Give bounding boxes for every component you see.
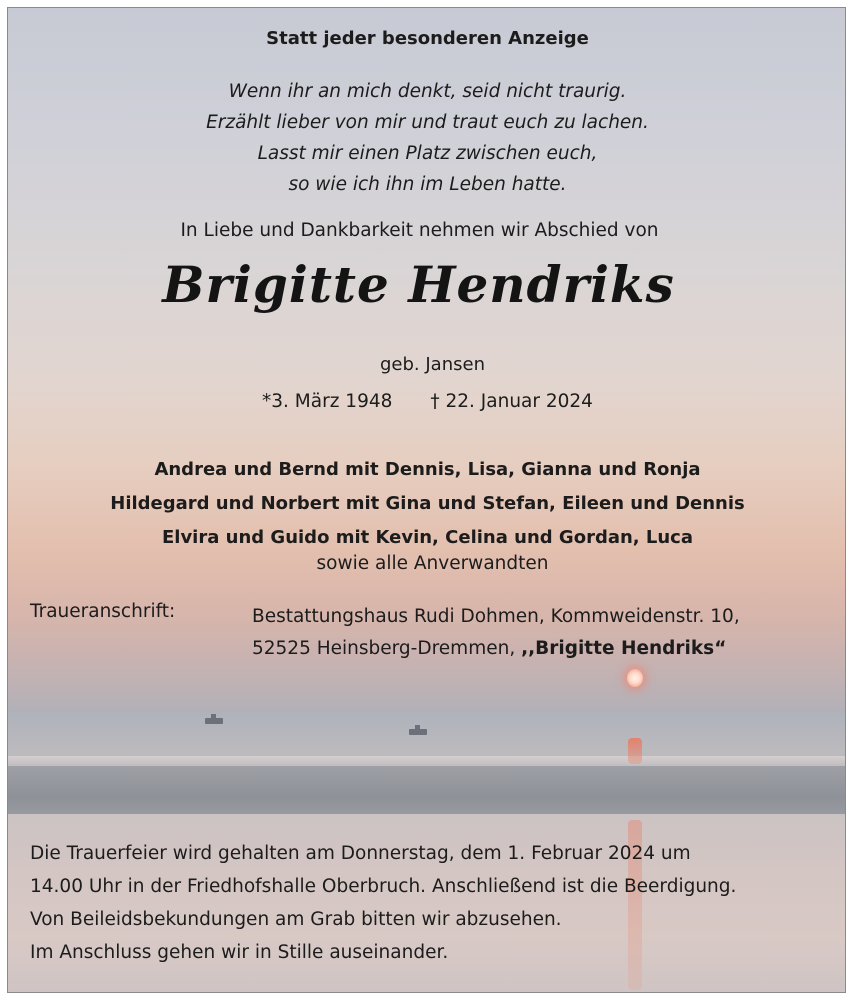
deceased-name: Brigitte Hendriks xyxy=(162,255,675,314)
mourners-list xyxy=(8,453,846,555)
service-line: 14.00 Uhr in der Friedhofshalle Oberbruch. Anschließend ist die Beerdigung. xyxy=(30,876,737,897)
mourners-line: Andrea und Bernd mit Dennis, Lisa, Gianna und Ronja xyxy=(154,459,701,480)
mourners-line: Hildegard und Norbert mit Gina und Stefan, Eileen und Dennis xyxy=(110,493,745,514)
mourners-line: Elvira und Guido mit Kevin, Celina und Gordan, Luca xyxy=(161,527,693,548)
service-line: Von Beileidsbekundungen am Grab bitten wir abzusehen. xyxy=(30,909,562,930)
mourning-address xyxy=(252,601,740,665)
address-label: Traueranschrift: xyxy=(30,601,176,622)
relatives-line: sowie alle Anverwandten xyxy=(316,553,549,574)
intro-text: In Liebe und Dankbarkeit nehmen wir Abschied von xyxy=(180,220,659,241)
sun xyxy=(627,669,643,687)
address-line: Bestattungshaus Rudi Dohmen, Kommweidenstr. 10, xyxy=(252,606,740,627)
boat-icon xyxy=(205,718,223,724)
service-line: Im Anschluss gehen wir in Stille auseinander. xyxy=(30,942,449,963)
poem-line: Wenn ihr an mich denkt, seid nicht traurig. xyxy=(228,81,627,102)
headline: Statt jeder besonderen Anzeige xyxy=(266,28,589,49)
poem-line: Lasst mir einen Platz zwischen euch, xyxy=(257,143,598,164)
birth-date: *3. März 1948 xyxy=(262,391,393,412)
life-dates xyxy=(8,391,846,412)
poem xyxy=(8,76,846,200)
obituary-notice xyxy=(7,7,846,993)
funeral-service-info xyxy=(30,837,736,969)
sun-reflection xyxy=(628,738,642,764)
poem-line: Erzählt lieber von mir und traut euch zu lachen. xyxy=(206,112,649,133)
sandbank xyxy=(8,766,845,818)
address-line xyxy=(252,633,740,665)
death-date: † 22. Januar 2024 xyxy=(430,391,593,412)
boat-icon xyxy=(409,729,427,735)
poem-line: so wie ich ihn im Leben hatte. xyxy=(288,174,567,195)
sea-glint xyxy=(8,756,845,766)
address-reference: ,,Brigitte Hendriks“ xyxy=(521,638,727,659)
address-city: 52525 Heinsberg-Dremmen, xyxy=(252,638,522,659)
maiden-name: geb. Jansen xyxy=(380,354,485,375)
service-line: Die Trauerfeier wird gehalten am Donnerstag, dem 1. Februar 2024 um xyxy=(30,843,691,864)
